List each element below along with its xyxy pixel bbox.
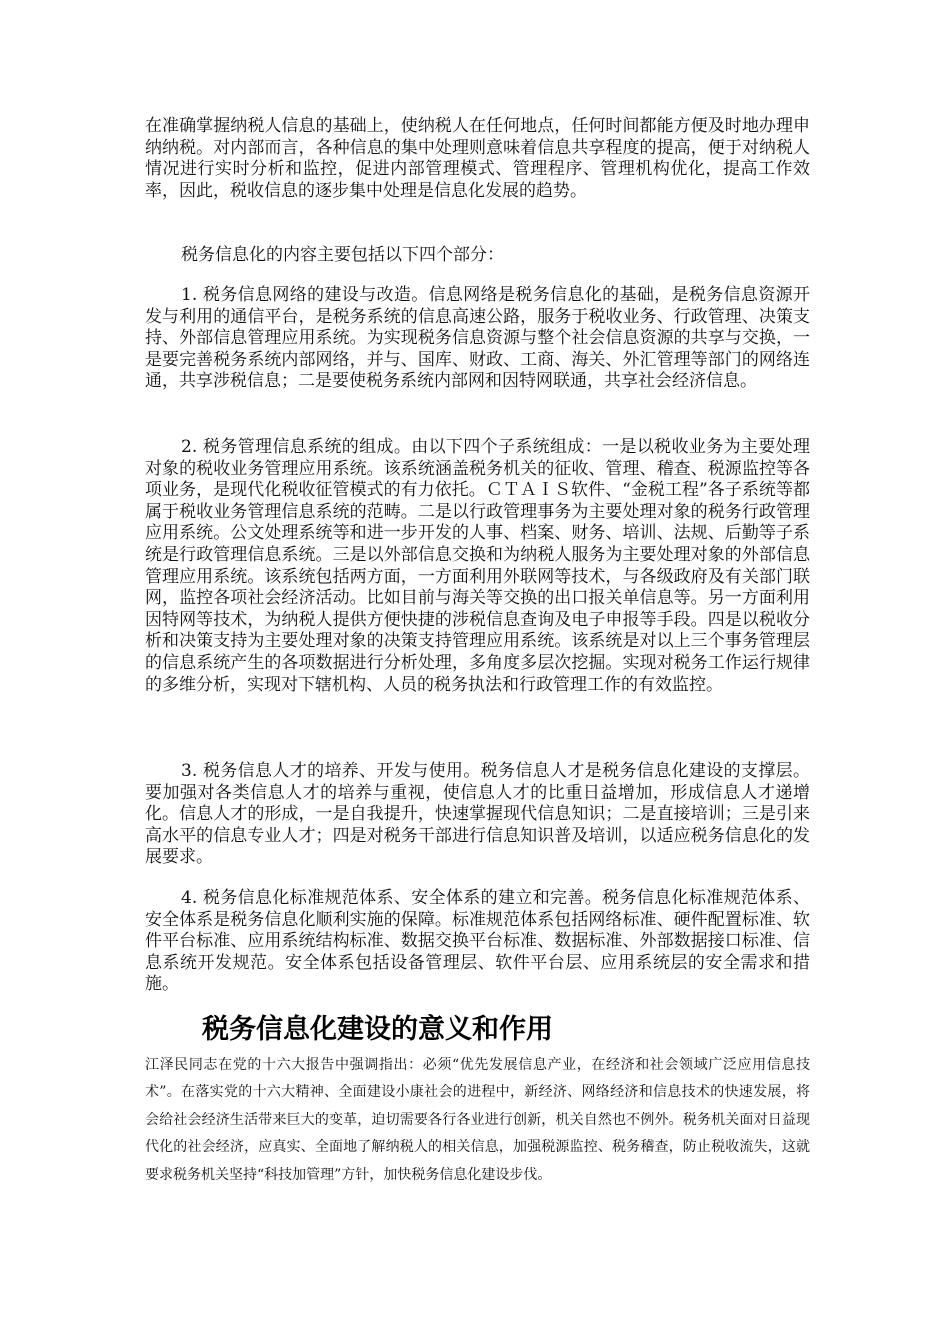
paragraph-intro: 在准确掌握纳税人信息的基础上，使纳税人在任何地点，任何时间都能方便及时地办理申纳纳税。对内部而言，各种信息的集中处理则意味着信息共享程度的提高，便于对纳税人情况进行实时分析和监控，促进内部管理模式、管理程序、管理机构优化，提高工作效率，因此，税收信息的逐步集中处理是信息化发展的趋势。 [145, 116, 810, 201]
section-body: 江泽民同志在党的十六大报告中强调指出：必须“优先发展信息产业，在经济和社会领域广泛应用信息技术”。在落实党的十六大精神、全面建设小康社会的进程中，新经济、网络经济和信息技术的快速发展，将会给社会经济生活带来巨大的变革，迫切需要各行各业进行创新，机关自然也不例外。税务机关面对日益现代化的社会经济，应真实、全面地了解纳税人的相关信息，加强税源监控、税务稽查，防止税收流失，这就要求税务机关坚持“科技加管理”方针，加快税务信息化建设步伐。 [145, 1057, 810, 1183]
paragraph-item-2: 2. 税务管理信息系统的组成。由以下四个子系统组成：一是以税收业务为主要处理对象的税收业务管理应用系统。该系统涵盖税务机关的征收、管理、稽查、税源监控等各项业务，是现代化税收征管模式的有力依托。ＣＴＡＩＳ软件、“金税工程”各子系统等都属于税收业务管理信息系统的范畴。二是以行政管理事务为主要处理对象的税务行政管理应用系统。公文处理系统等和进一步开发的人事、档案、财务、培训、法规、后勤等子系统是行政管理信息系统。三是以外部信息交换和为纳税人服务为主要处理对象的外部信息管理应用系统。该系统包括两方面，一方面利用外联网等技术，与各级政府及有关部门联网，监控各项社会经济活动。比如目前与海关等交换的出口报关单信息等。另一方面利用因特网等技术，为纳税人提供方便快捷的涉税信息查询及电子申报等手段。四是以税收分析和决策支持为主要处理对象的决策支持管理应用系统。该系统是对以上三个事务管理层的信息系统产生的各项数据进行分析处理，多角度多层次挖掘。实现对税务工作运行规律的多维分析，实现对下辖机构、人员的税务执法和行政管理工作的有效监控。 [145, 437, 810, 695]
paragraph-item-4: 4. 税务信息化标准规范体系、安全体系的建立和完善。税务信息化标准规范体系、安全体系是税务信息化顺利实施的保障。标准规范体系包括网络标准、硬件配置标准、软件平台标准、应用系统结构标准、数据交换平台标准、数据标准、外部数据接口标准、信息系统开发规范。安全体系包括设备管理层、软件平台层、应用系统层的安全需求和措施。 [145, 888, 810, 995]
paragraph-item-1: 1. 税务信息网络的建设与改造。信息网络是税务信息化的基础，是税务信息资源开发与利用的通信平台，是税务系统的信息高速公路，服务于税收业务、行政管理、决策支持、外部信息管理应用系统。为实现税务信息资源与整个社会信息资源的共享与交换，一是要完善税务系统内部网络，并与、国库、财政、工商、海关、外汇管理等部门的网络连通，共享涉税信息；二是要使税务系统内部网和因特网联通，共享社会经济信息。 [145, 285, 810, 392]
paragraph-overview: 税务信息化的内容主要包括以下四个部分： [181, 245, 504, 265]
section-heading: 税务信息化建设的意义和作用 [202, 1014, 553, 1045]
paragraph-item-3: 3. 税务信息人才的培养、开发与使用。税务信息人才是税务信息化建设的支撑层。要加强对各类信息人才的培养与重视，使信息人才的比重日益增加，形成信息人才递增化。信息人才的形成，一是自我提升，快速掌握现代信息知识；二是直接培训；三是引来高水平的信息专业人才；四是对税务干部进行信息知识普及培训，以适应税务信息化的发展要求。 [145, 761, 810, 868]
